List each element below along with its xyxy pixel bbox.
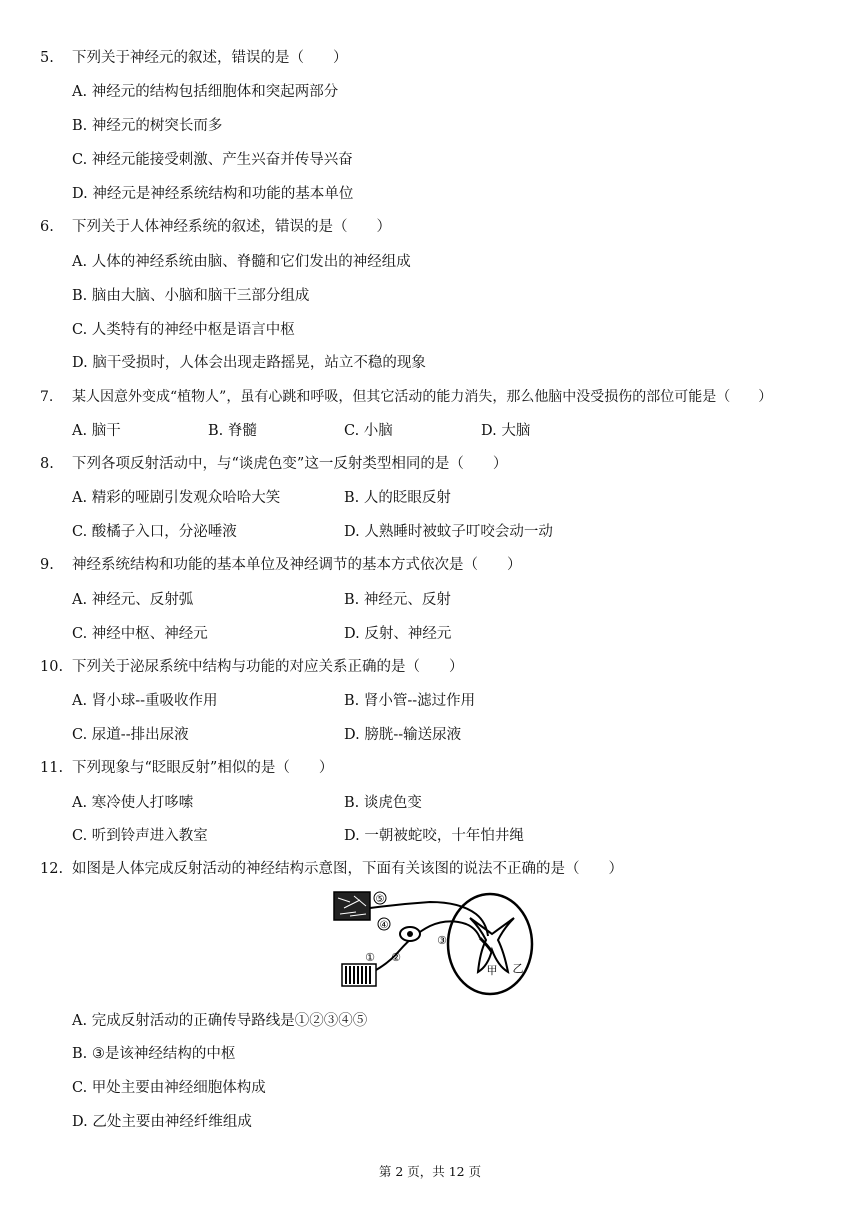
option-c: C. 酸橘子入口，分泌唾液 xyxy=(72,524,237,540)
question-number: 9. xyxy=(40,557,54,573)
question-stem: 如图是人体完成反射活动的神经结构示意图，下面有关该图的说法不正确的是（ ） xyxy=(72,861,623,877)
reflex-arc-diagram xyxy=(330,888,535,1000)
option-b: B. 神经元的树突长而多 xyxy=(72,118,223,134)
question-number: 6. xyxy=(40,219,54,235)
option-b: B. 人的眨眼反射 xyxy=(344,490,451,506)
label-yi: 乙 xyxy=(512,962,524,975)
option-d: D. 一朝被蛇咬，十年怕井绳 xyxy=(344,828,524,844)
option-a: A. 寒冷使人打哆嗦 xyxy=(72,795,194,811)
label-1: ① xyxy=(365,951,375,964)
option-c: C. 听到铃声进入教室 xyxy=(72,828,208,844)
receptor-texture xyxy=(346,966,370,984)
option-d: D. 神经元是神经系统结构和功能的基本单位 xyxy=(72,186,354,202)
question-stem: 下列各项反射活动中，与“谈虎色变”这一反射类型相同的是（ ） xyxy=(72,456,508,472)
option-a: A. 精彩的哑剧引发观众哈哈大笑 xyxy=(72,490,281,506)
question-stem: 下列关于泌尿系统中结构与功能的对应关系正确的是（ ） xyxy=(72,659,464,675)
option-a: A. 完成反射活动的正确传导路线是①②③④⑤ xyxy=(72,1013,368,1029)
question-number: 7. xyxy=(40,389,54,405)
question-stem: 神经系统结构和功能的基本单位及神经调节的基本方式依次是（ ） xyxy=(72,557,522,573)
option-d: D. 大脑 xyxy=(481,423,531,439)
question-stem: 下列关于神经元的叙述，错误的是（ ） xyxy=(72,50,348,66)
question-stem: 下列现象与“眨眼反射”相似的是（ ） xyxy=(72,760,334,776)
option-c: C. 尿道--排出尿液 xyxy=(72,727,189,743)
label-4: ④ xyxy=(379,920,389,931)
option-a: A. 神经元、反射弧 xyxy=(72,592,194,608)
page-footer: 第 2 页，共 12 页 xyxy=(378,1164,482,1179)
option-c: C. 人类特有的神经中枢是语言中枢 xyxy=(72,322,295,338)
label-5: ⑤ xyxy=(375,894,385,905)
question-number: 10. xyxy=(40,659,64,675)
option-d: D. 反射、神经元 xyxy=(344,626,452,642)
option-d: D. 膀胱--输送尿液 xyxy=(344,727,462,743)
option-c: C. 神经元能接受刺激、产生兴奋并传导兴奋 xyxy=(72,152,353,168)
option-b: B. 肾小管--滤过作用 xyxy=(344,693,476,709)
label-jia: 甲 xyxy=(486,964,498,977)
option-c: C. 甲处主要由神经细胞体构成 xyxy=(72,1080,266,1096)
option-d: D. 人熟睡时被蚊子叮咬会动一动 xyxy=(344,524,553,540)
option-a: A. 神经元的结构包括细胞体和突起两部分 xyxy=(72,84,339,100)
option-c: C. 神经中枢、神经元 xyxy=(72,626,208,642)
option-b: B. 神经元、反射 xyxy=(344,592,451,608)
option-b: B. 脊髓 xyxy=(208,423,257,439)
question-number: 5. xyxy=(40,50,54,66)
question-number: 8. xyxy=(40,456,54,472)
option-b: B. ③是该神经结构的中枢 xyxy=(72,1046,236,1062)
option-d: D. 脑干受损时，人体会出现走路摇晃，站立不稳的现象 xyxy=(72,355,426,371)
question-stem: 某人因意外变成“植物人”，虽有心跳和呼吸，但其它活动的能力消失，那么他脑中没受损伤的部位可能是（ ） xyxy=(72,389,773,405)
option-d: D. 乙处主要由神经纤维组成 xyxy=(72,1114,252,1130)
option-b: B. 脑由大脑、小脑和脑干三部分组成 xyxy=(72,288,310,304)
question-number: 12. xyxy=(40,861,64,877)
option-a: A. 脑干 xyxy=(72,423,121,439)
question-number: 11. xyxy=(40,760,64,776)
option-a: A. 肾小球--重吸收作用 xyxy=(72,693,218,709)
option-b: B. 谈虎色变 xyxy=(344,795,422,811)
question-stem: 下列关于人体神经系统的叙述，错误的是（ ） xyxy=(72,219,391,235)
option-c: C. 小脑 xyxy=(344,423,393,439)
option-a: A. 人体的神经系统由脑、脊髓和它们发出的神经组成 xyxy=(72,254,411,270)
label-3: ③ xyxy=(437,934,447,947)
label-2: ② xyxy=(391,951,401,964)
